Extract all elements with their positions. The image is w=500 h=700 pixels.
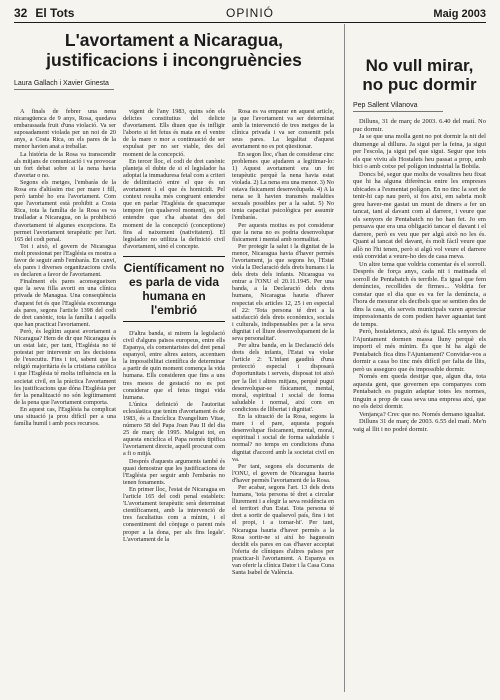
article-paragraph: vigent de l'any 1983, quins són els delictes constitutius del delicte d'avortament. Ells diuen que és infligir l'aborto si fet fetus és mata en el ventre de la mare o mor a continuació de ser expulsat per no ser viable, des del moment de la concepció. xyxy=(123,108,225,158)
article-paragraph: L'única definició de l'autoritat eclesiàstica que tenim d'avortament és de 1983, és a Encíclica Evangelium Vitae, número 58 del Papa Joan Pau II del dia 25 de març de 1995. Malgrat tot, en aquesta encíclica el Papa només tipifica l'avortament directe, aquell procurat com a fi o mitjà. xyxy=(123,400,225,458)
article-paragraph: Per acabar, segons l'art. 13 dels drets humans, 'tota persona té dret a circular lliurement i a elegir la seva residència en el territori d'un Estat. Tota persona té dret a sortir de qualsevol país, fins i tot el propi, i a tornar-hi'. Per tant, Nicaragua hauria d'haver permès a la Rosa sortir-ne si així ho haguessin decidit els pares en cas d'haver acceptat l'oferta de clíniques d'altres països per practicar-li l'avortament. A Espanya es van oferir la clínica Dator i la Casa Cuna Santa Isabel de València. xyxy=(232,483,334,577)
article-paragraph: Finalment els pares aconsegueixen que la seva filla avorti en una clínica privada de Managua. Una conseqüència d'aquest fet és que l'Església excomunga als pares, segons l'article 1398 del codi de dret canònic, tota la família i aquells que han practicat l'avortament. xyxy=(14,278,116,328)
side-article-title: No vull mirar, no puc dormir xyxy=(362,56,477,94)
article-paragraph: Tot i això, el govern de Nicaragua molt pressionat per l'Església es mostra a favor de seguir amb l'embaràs. En canvi, els pares i diverses organitzacions civils es declaren a favor de l'avortament. xyxy=(14,242,116,279)
article-paragraph: Segons els metges, l'embaràs de la Rosa era d'altíssim risc per mare i fill, però també ho era l'avortament. Com que l'avortament està prohibit a Costa Rica, tota la família de la Rosa es va traslladar a Nicaragua, on la prohibició d'avortament té algunes excepcions. Es permet l'avortament terapèutic per l'art. 165 del codi penal. xyxy=(14,178,116,243)
article-paragraph: Per tant, segons els documents de l'ONU, el govern de Nicaragua hauria d'haver permès l'avortament de la Rosa. xyxy=(232,462,334,484)
page-number: 32 xyxy=(14,6,28,20)
article-paragraph: En aquest cas, l'Església ha complicat una situació ja prou difícil per a una família humil i amb pocs recursos. xyxy=(14,405,116,428)
section-name: OPINIÓ xyxy=(225,6,274,20)
article-paragraph: Per aquests motius es pot considerar que la nena no es podria desenvolupar físicament i mental amb normalitat. xyxy=(232,221,334,243)
page-header xyxy=(14,0,486,23)
article-paragraph: Ja se que una molla gent no pot dormir la nit del diumenge al dilluns. Ja sigui per la feina, ja sigui per l'escola, ja sigui pel que sigui. Segur que tots els que viviu als Hostalets heu passat a prop, amb bici o amb cotxe pel polígon industrial la Bobila. xyxy=(353,133,486,170)
article-paragraph: Però, és legítim aquest avortament a Nicaragua? Hem de dir que Nicaragua és un estat laic, per tant, l'Església no té potestat per intervenir en les decisions de l'executiu. Fins i tot, sabent que la religió majoritària és la cristiana catòlica i que l'Església té molta influència en la societat civil, en la pràctica l'avortament les justificacions que dóna l'Església per fer la penalització no són legítimament de la pena que l'avortament comporta. xyxy=(14,327,116,406)
article-paragraph: En tercer lloc, el codi de dret canònic planteja el dubte de si el legislador ha adoptat la immaduresa fetal com a criteri de delimitació entre el que és un avortament i el que és homicidi. Pel context resulta més congruent entendre que en parlar l'Església de quacumque tempore (en qualsevol moment), es pot entendre que s'ha abastat des del moment de la concepció (conceptione) fins al naixement (nativitatem). El legislador no utilitza la definició civil d'avortament, sinó el concepte. xyxy=(123,157,225,250)
article-paragraph: Un altre tema que voldria comentar és el sorroll. Després de força anys, cada nit i matinada el sorroll de Pentabatch és terrible. És igual que fem denúncies, recollides de firmes... Voldria fer constar que el dia que es va fer la denúncia, a l'hora de mesurar els decibels que se sentien des de dins la casa, els serveis municipals varen apreciar impressionants de com podien haver aguantat tant de temps. xyxy=(353,260,486,328)
article-paragraph: Per altra banda, en la Declaració dels drets dels infants, l'Estat va violar l'article 2: 'L'infant gaudirà d'una protecció especial i disposarà d'oportunitats i serveis, disposat tot això per la llei i altres mitjans, perquè pugui desenvolupar-se físicament, mental, moral, espiritual i social de forma saludable i normal, així com en condicions de llibertat i dignitat'. xyxy=(232,342,334,413)
article-paragraph: Doncs bé, segur que molts de vosaltres heu fixat que hi ha alguna diferència entre les empreses ubicades a l'esmentat polígon. En no tinc la sort de tenir-hi cap nau però, si fos així, em sabria molt greu haver-me gastat un munt de diners a fer un tancat, tant al davant com al darrere, i veure que els senyors de Pentabatch no ho han fet. Jo em pensava que era una obligació tancar el davant i el darrere, però es veu que per algú això no les és. Quant al tancat del davant, és molt fàcil veure que allò no l'hi tenen, però si algú vol veure el darrere està convidat a veure-ho des de casa meva. xyxy=(353,170,486,260)
pull-quote: Científicament no es parla de vida humana en l'embrió xyxy=(123,256,225,322)
issue-date: Maig 2003 xyxy=(433,8,486,20)
article-paragraph: D'altra banda, si mirem la legislació civil d'alguns països europeus, entre ells Espanya, els comentaristes del dret penal espanyol, entre altres autors, accentuen la impossibilitat científica de determinar a partir de quin moment comença la vida humana. Ells consideren que fins a uns tres mesos de gestació no es pot considerar que el fetus tingui vida humana. xyxy=(123,329,225,401)
article-paragraph: En primer lloc, l'estat de Nicaragua en l'article 165 del codi penal estableix: 'L'avortament terapèutic serà determinat científicament, amb la intervenció de tres facultatius com a mínim, i el consentiment del cònjuge o parent més proper a la dona, per als fins legals'. L'avortament de la xyxy=(123,485,225,543)
article-paragraph: Dilluns, 31 de març de 2003. 6.40 del matí. No puc dormir. xyxy=(353,118,486,133)
article-paragraph: Però, hostaletencs, això és igual. Els senyors de l'Ajuntament dormen massa lluny perquè els importi el més mínim. És que hi ha algú de Pentabatch fica dins l'Ajuntament? Convidar-vos a dormir a casa bo tinc més difícil per falta de llits, però us asseguro que és impossible dormir. xyxy=(353,328,486,373)
side-article xyxy=(344,24,486,692)
main-article-byline: Laura Gallach i Xavier Ginesta xyxy=(14,80,114,90)
article-paragraph: En segon lloc, s'han de considerar cinc problemes que ajudaren a legitimar-lo: 1) Aquest avortament era un fet terapèutic perquè la nena havia estat violada. 2) La nena era una menor. 3) No estava físicament desenvolupada. 4) A la nena se li havien transmès malalties sexuals possibles per a la salut. 5) No tenia capacitat psicològica per assumir l'embaràs. xyxy=(232,150,334,222)
article-paragraph: Dilluns 31 de març de 2003. 6.55 del matí. Me'n vaig al llit i no podré dormir. xyxy=(353,418,486,433)
article-paragraph: Per protegir la salut i la dignitat de la menor, Nicaragua havia d'haver permès l'avortament, ja que segons ho, l'Estat viola la Declaració dels drets humans i la dels drets dels infants. Nicaragua va entrar a l'ONU el 20.11.1945. Per una banda, a la Declaració dels drets humans, Nicaragua hauria d'haver respectat els articles 12, 25 i en especial el 22: 'Tota persona té dret a la satisfacció dels drets econòmics, socials i culturals, indispensables per a la seva dignitat i el lliure desenvolupament de la seva personalitat'. xyxy=(232,242,334,342)
article-paragraph: Només em queda desitjar que, algun dia, tota aquesta gent, que governen eps companyes com Pentabatch es puguin adaptar totes les normes, tinguin a prop de casa seva una empresa així, que no els deixi dormir. xyxy=(353,373,486,410)
article-paragraph: Rosa es va emparar en aquest article, ja que l'avortament va ser determinat amb la intervenció de tres metges de la clínica privada i va ser consentit pels seus pares. La legalitat d'aquest avortament no es pot qüestionar. xyxy=(232,108,334,151)
article-paragraph: Venjança? Crec que no. Només demano igualtat. xyxy=(359,410,486,418)
article-column-2 xyxy=(123,108,225,688)
publication-name: El Tots xyxy=(35,6,75,20)
article-paragraph: En la situació de la Rosa, segons la mare i el pare, aquesta pogués desenvolupar físicament, mental, moral, espiritual i social de forma saludable i normal? no temps en condicions d'una dignitat d'accord amb la societat civil en va. xyxy=(232,413,334,463)
main-article xyxy=(14,24,334,692)
article-column-1 xyxy=(14,108,116,688)
article-paragraph: A finals de febrer una nena nicaragüenca de 9 anys, Rosa, quedava embarassada fruit d'una violació. Va ser suposadament violada per un noi de 20 anys, a Costa Rica, on els pares de la menor havien anat a treballar. xyxy=(14,108,116,151)
article-paragraph: La història de la Rosa va transcendir als mitjans de comunicació i va provocar un fort debat sobre si la nena havia d'avortar o no. xyxy=(14,150,116,179)
side-article-body xyxy=(353,118,486,433)
main-article-title: L'avortament a Nicaragua, justificacions i incongruències xyxy=(46,30,302,70)
article-column-3 xyxy=(232,108,334,688)
main-article-columns xyxy=(14,108,334,688)
side-article-byline: Pep Sallent Vilanova xyxy=(353,102,443,112)
article-paragraph: Després d'aquests arguments també és quasi demostrar que les justificacions de l'Església per seguir amb l'embaràs no tenen fonaments. xyxy=(123,457,225,486)
